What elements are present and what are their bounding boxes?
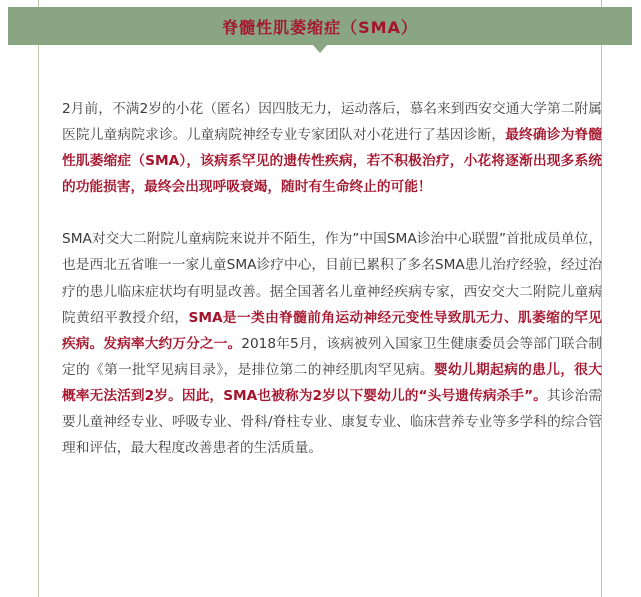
paragraph-text: SMA对交大二附院儿童病院来说并不陌生，作为”中国SMA诊治中心联盟”首批成员单位，也是西北五省唯一一家儿童SMA诊疗中心，目前已累积了多名SMA患儿治疗经验，经过治疗的患儿临床症状均有明显改善。据全国著名儿童神经疾病专家，西安交大二附院儿童病院黄绍平教授介绍， <box>62 231 602 326</box>
highlight-text: SMA是一类由脊髓前角运动神经元变性导致肌无力、肌萎缩的罕见疾病。发病率大约万分之一。 <box>62 309 602 352</box>
section-title: 脊髓性肌萎缩症（SMA） <box>222 17 418 37</box>
paragraph-background <box>62 226 602 461</box>
banner-pointer <box>312 44 328 53</box>
paragraph-text: 2018年5月，该病被列入国家卫生健康委员会等部门联合制定的《第一批罕见病目录》，是排位第二的神经肌肉罕见病。 <box>62 335 602 378</box>
paragraph-text: 其诊治需要儿童神经专业、呼吸专业、骨科/脊柱专业、康复专业、临床营养专业等多学科的综合管理和评估，最大程度改善患者的生活质量。 <box>62 387 602 457</box>
paragraph-text: 2月前，不满2岁的小花（匿名）因四肢无力，运动落后，慕名来到西安交通大学第二附属医院儿童病院求诊。儿童病院神经专业专家团队对小花进行了基因诊断， <box>62 101 602 144</box>
highlight-text: 婴幼儿期起病的患儿，很大概率无法活到2岁。因此，SMA也被称为2岁以下婴幼儿的“头号遗传病杀手”。 <box>62 361 602 404</box>
article-body <box>62 96 602 461</box>
section-title-banner <box>8 7 632 45</box>
highlight-text: 最终确诊为脊髓性肌萎缩症（SMA），该病系罕见的遗传性疾病，若不积极治疗，小花将逐渐出现多系统的功能损害，最终会出现呼吸衰竭，随时有生命终止的可能！ <box>62 127 602 196</box>
paragraph-diagnosis <box>62 96 602 200</box>
